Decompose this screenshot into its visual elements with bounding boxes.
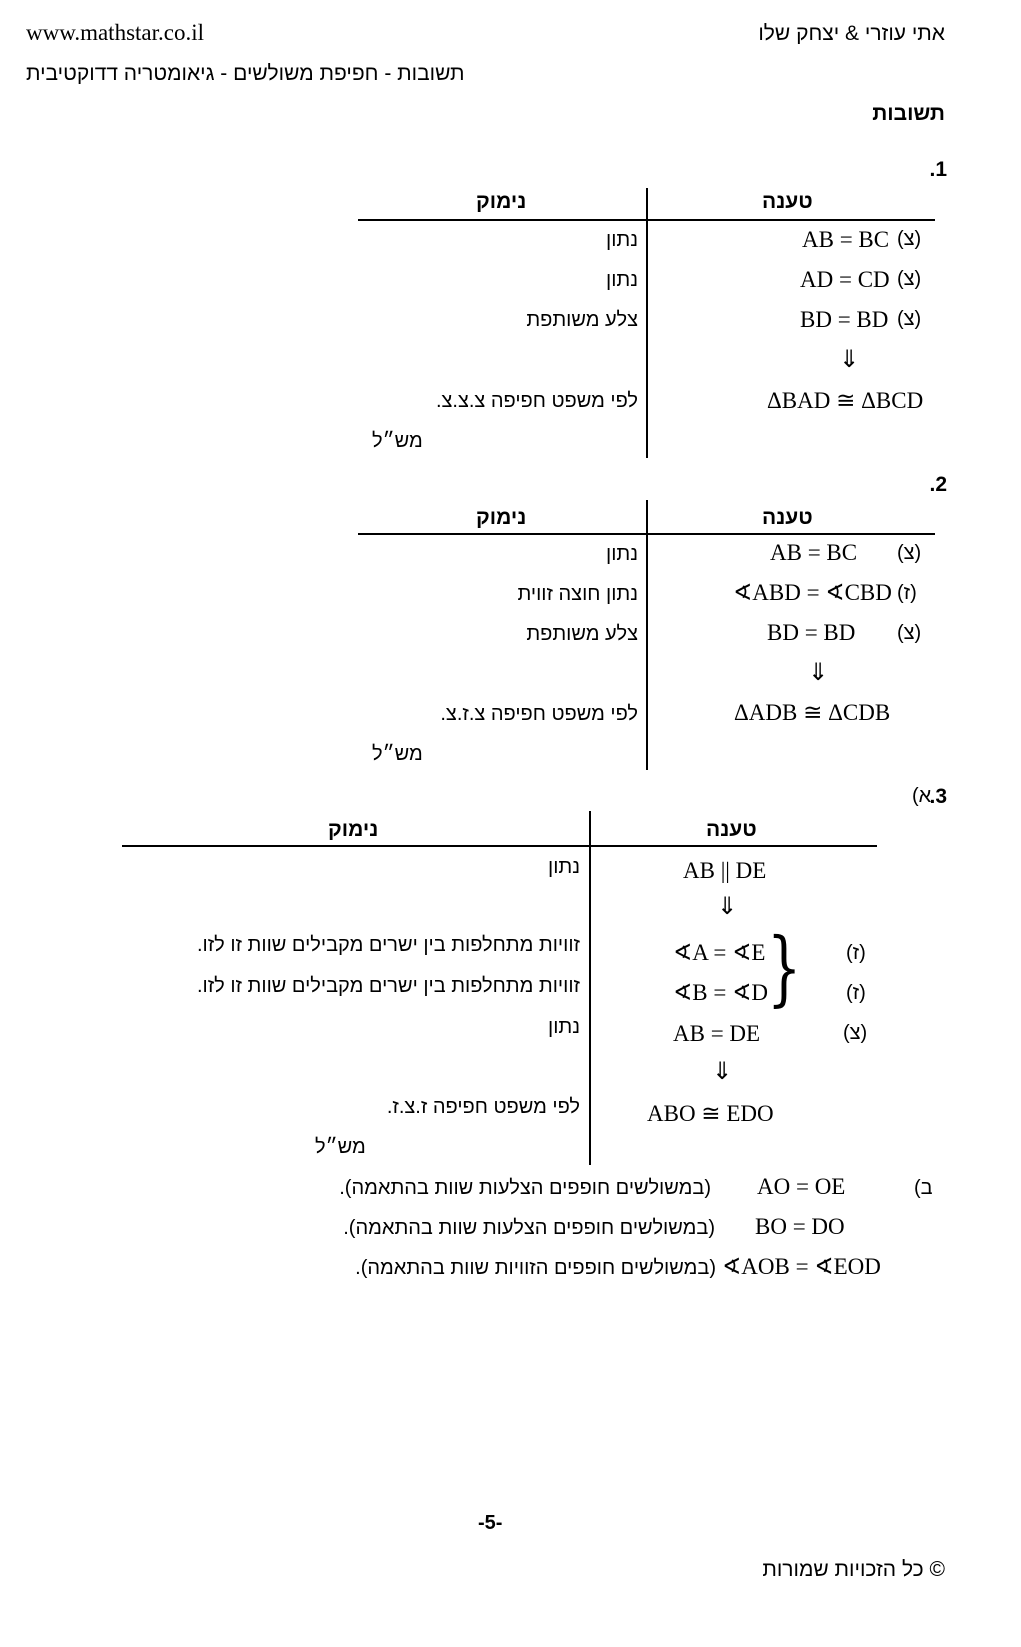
q3-b-line2-reason: (במשולשים חופפים הצלעות שוות בהתאמה). [343, 1217, 715, 1239]
document-subtitle: תשובות - חפיפת משולשים - גיאומטריה דדוקטיבית [26, 62, 465, 85]
q2-row3-claim: BD = BD [767, 620, 856, 645]
q3-claim-header: טענה [706, 818, 757, 841]
q3-b-line3-reason: (במשולשים חופפים הזוויות שוות בהתאמה). [355, 1257, 716, 1279]
q3-implies-arrow-1: ⇓ [717, 892, 738, 920]
q2-number: .2 [929, 473, 947, 496]
q1-qed: מש״ל [372, 430, 423, 452]
q2-claim-header: טענה [762, 506, 813, 529]
q2-row1-claim: AB = BC [770, 540, 858, 565]
q3-column-divider [589, 811, 591, 1165]
q3-row2-claim: ∢B = ∢D [673, 980, 768, 1005]
q1-row2-reason: נתון [606, 269, 638, 291]
q1-row3-claim: BD = BD [800, 307, 889, 332]
q3-header-rule [122, 845, 877, 847]
q3-row2-reason: זוויות מתחלפות בין ישרים מקבילים שוות זו לזו. [196, 975, 580, 997]
q3-number: .3 [929, 785, 947, 808]
q3-b-line1-reason: (במשולשים חופפים הצלעות שוות בהתאמה). [339, 1177, 711, 1199]
q3-row2-tag: (ז) [846, 982, 866, 1004]
q1-implies-arrow: ⇓ [839, 345, 860, 373]
authors: אתי עוזרי & יצחק שלו [758, 22, 945, 45]
q1-conclusion-reason: לפי משפט חפיפה צ.צ.צ. [435, 390, 638, 412]
q1-row1-reason: נתון [606, 229, 638, 251]
q3-given-reason: נתון [548, 856, 580, 878]
q2-qed: מש״ל [372, 743, 423, 765]
q3-implies-arrow-2: ⇓ [712, 1057, 733, 1085]
q1-reason-header: נימוק [476, 190, 527, 213]
section-title: תשובות [872, 102, 945, 125]
q2-row2-claim: ∢ABD = ∢CBD [733, 580, 892, 605]
q2-reason-header: נימוק [476, 506, 527, 529]
q3-grouping-brace: } [767, 920, 802, 1015]
q1-row1-claim: AB = BC [802, 227, 890, 252]
q3-conclusion: ABO ≅ EDO [647, 1101, 774, 1126]
q2-column-divider [646, 500, 648, 770]
q2-row3-tag: (צ) [897, 622, 922, 644]
q1-row2-claim: AD = CD [800, 267, 890, 292]
q3-b-line2-claim: BO = DO [755, 1214, 845, 1239]
q2-row2-reason: נתון חוצה זווית [517, 583, 638, 605]
q3-row3-reason: נתון [548, 1016, 580, 1038]
q2-row1-reason: נתון [606, 543, 638, 565]
q1-row1-tag: (צ) [897, 228, 922, 250]
q3-b-line1-claim: AO = OE [757, 1174, 846, 1199]
q3-row1-claim: ∢A = ∢E [673, 940, 766, 965]
q1-row2-tag: (צ) [897, 268, 922, 290]
q1-column-divider [646, 188, 648, 458]
q1-number: .1 [929, 158, 947, 181]
q2-conclusion-reason: לפי משפט חפיפה צ.ז.צ. [440, 703, 638, 725]
q2-row2-tag: (ז) [897, 582, 917, 604]
q3-conclusion-reason: לפי משפט חפיפה ז.צ.ז. [386, 1096, 580, 1118]
q2-row1-tag: (צ) [897, 542, 922, 564]
q3-part-a-label: א) [912, 785, 932, 807]
q3-b-line3-claim: ∢AOB = ∢EOD [722, 1254, 881, 1279]
q3-row3-tag: (צ) [843, 1022, 868, 1044]
q1-row3-reason: צלע משותפת [526, 309, 638, 331]
q2-conclusion: ΔADB ≅ ΔCDB [734, 700, 891, 725]
q1-row3-tag: (צ) [897, 308, 922, 330]
website-url[interactable]: www.mathstar.co.il [26, 20, 205, 45]
q1-conclusion: ΔBAD ≅ ΔBCD [767, 388, 924, 413]
q2-implies-arrow: ⇓ [808, 658, 829, 686]
q1-claim-header: טענה [762, 190, 813, 213]
q2-row3-reason: צלע משותפת [526, 623, 638, 645]
page-number: -5- [478, 1512, 503, 1534]
q3-qed: מש״ל [315, 1136, 366, 1158]
q3-reason-header: נימוק [328, 818, 379, 841]
q3-part-b-label: ב) [914, 1177, 933, 1199]
q3-row1-tag: (ז) [846, 942, 866, 964]
q3-row1-reason: זוויות מתחלפות בין ישרים מקבילים שוות זו לזו. [196, 934, 580, 956]
q3-given-claim: AB || DE [683, 858, 767, 883]
copyright-notice: © כל הזכויות שמורות [762, 1558, 945, 1581]
q3-row3-claim: AB = DE [673, 1021, 761, 1046]
